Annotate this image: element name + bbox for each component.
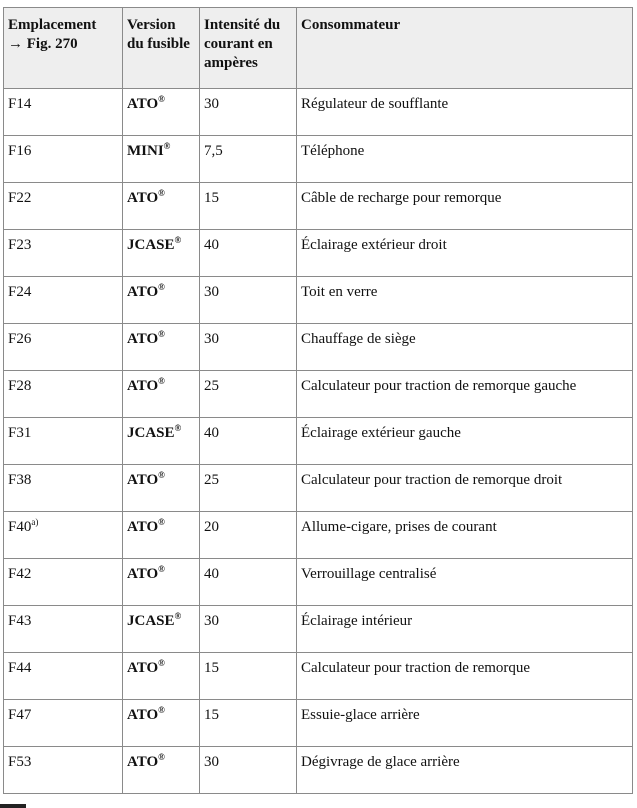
cell-version	[123, 606, 200, 653]
header-version: Version du fusible	[123, 8, 200, 89]
fuse-type: ATO	[127, 707, 159, 723]
cell-amperage: 30	[200, 606, 297, 653]
table-row	[4, 700, 633, 747]
table-row	[4, 653, 633, 700]
location-code: F16	[8, 143, 32, 159]
registered-mark: ®	[158, 470, 165, 480]
cell-consumer: Allume-cigare, prises de courant	[297, 512, 633, 559]
registered-mark: ®	[158, 376, 165, 386]
location-code: F44	[8, 660, 32, 676]
cell-consumer: Éclairage extérieur droit	[297, 230, 633, 277]
registered-mark: ®	[158, 752, 165, 762]
fuse-type: ATO	[127, 754, 159, 770]
cell-version	[123, 230, 200, 277]
cell-amperage: 40	[200, 418, 297, 465]
cell-amperage: 7,5	[200, 136, 297, 183]
registered-mark: ®	[174, 235, 182, 245]
table-row	[4, 89, 633, 136]
fuse-type: JCASE	[127, 613, 175, 629]
cell-location	[4, 559, 123, 606]
cell-amperage: 30	[200, 324, 297, 371]
header-consumer: Consommateur	[297, 8, 633, 89]
registered-mark: ®	[174, 611, 182, 621]
cell-amperage: 40	[200, 230, 297, 277]
table-row	[4, 183, 633, 230]
location-code: F28	[8, 378, 32, 394]
cell-consumer: Éclairage extérieur gauche	[297, 418, 633, 465]
header-location-figure-ref: → Fig. 270	[8, 36, 78, 52]
fuse-type: ATO	[127, 378, 159, 394]
cell-location	[4, 700, 123, 747]
location-code: F42	[8, 566, 32, 582]
fuse-type: JCASE	[127, 237, 175, 253]
cell-amperage: 30	[200, 747, 297, 794]
registered-mark: ®	[174, 423, 182, 433]
table-row	[4, 371, 633, 418]
cell-amperage: 25	[200, 371, 297, 418]
cell-version	[123, 512, 200, 559]
fuse-type: ATO	[127, 190, 159, 206]
fuse-table	[3, 7, 633, 794]
table-header-row	[4, 8, 633, 89]
cell-location	[4, 418, 123, 465]
cell-consumer: Éclairage intérieur	[297, 606, 633, 653]
cell-amperage: 15	[200, 653, 297, 700]
registered-mark: ®	[158, 188, 165, 198]
location-code: F53	[8, 754, 32, 770]
location-code: F24	[8, 284, 32, 300]
fuse-type: ATO	[127, 284, 159, 300]
table-row	[4, 277, 633, 324]
cell-location	[4, 89, 123, 136]
cell-consumer: Calculateur pour traction de remorque gauche	[297, 371, 633, 418]
cell-amperage: 15	[200, 700, 297, 747]
location-code: F14	[8, 96, 32, 112]
location-code: F23	[8, 237, 32, 253]
location-code: F22	[8, 190, 32, 206]
registered-mark: ®	[163, 141, 171, 151]
fuse-type: MINI	[127, 143, 164, 159]
table-body	[4, 89, 633, 794]
location-code: F40	[8, 519, 32, 535]
cell-version	[123, 465, 200, 512]
cell-consumer: Verrouillage centralisé	[297, 559, 633, 606]
registered-mark: ®	[158, 517, 165, 527]
table-row	[4, 606, 633, 653]
registered-mark: ®	[158, 658, 165, 668]
cell-version	[123, 653, 200, 700]
cell-location	[4, 653, 123, 700]
fuse-type: ATO	[127, 96, 159, 112]
header-location-label: Emplacement	[8, 17, 97, 33]
table-row	[4, 324, 633, 371]
cell-amperage: 30	[200, 277, 297, 324]
cell-version	[123, 371, 200, 418]
cell-version	[123, 700, 200, 747]
cell-location	[4, 230, 123, 277]
cell-amperage: 25	[200, 465, 297, 512]
registered-mark: ®	[158, 94, 165, 104]
cell-version	[123, 747, 200, 794]
fuse-type: ATO	[127, 660, 159, 676]
table-row	[4, 747, 633, 794]
fuse-type: ATO	[127, 519, 159, 535]
cell-location	[4, 747, 123, 794]
cell-location	[4, 512, 123, 559]
fuse-type: ATO	[127, 331, 159, 347]
cell-consumer: Essuie-glace arrière	[297, 700, 633, 747]
cell-amperage: 20	[200, 512, 297, 559]
location-code: F47	[8, 707, 32, 723]
cell-consumer: Téléphone	[297, 136, 633, 183]
cell-location	[4, 371, 123, 418]
cell-consumer: Dégivrage de glace arrière	[297, 747, 633, 794]
cell-consumer: Toit en verre	[297, 277, 633, 324]
cell-consumer: Câble de recharge pour remorque	[297, 183, 633, 230]
cell-version	[123, 324, 200, 371]
location-code: F38	[8, 472, 32, 488]
cell-location	[4, 277, 123, 324]
registered-mark: ®	[158, 705, 165, 715]
table-row	[4, 136, 633, 183]
footnote-marker: a)	[31, 517, 39, 527]
cell-amperage: 15	[200, 183, 297, 230]
cell-location	[4, 324, 123, 371]
cell-consumer: Calculateur pour traction de remorque droit	[297, 465, 633, 512]
table-row	[4, 512, 633, 559]
registered-mark: ®	[158, 282, 165, 292]
header-current: Intensité du courant en ampères	[200, 8, 297, 89]
cell-consumer: Régulateur de soufflante	[297, 89, 633, 136]
table-row	[4, 230, 633, 277]
cell-amperage: 30	[200, 89, 297, 136]
cell-version	[123, 136, 200, 183]
cell-version	[123, 183, 200, 230]
cell-version	[123, 89, 200, 136]
cell-version	[123, 559, 200, 606]
table-row	[4, 465, 633, 512]
fuse-type: JCASE	[127, 425, 175, 441]
page-corner-mark	[0, 804, 26, 808]
cell-location	[4, 606, 123, 653]
location-code: F43	[8, 613, 32, 629]
cell-location	[4, 183, 123, 230]
table-row	[4, 418, 633, 465]
table-row	[4, 559, 633, 606]
cell-consumer: Calculateur pour traction de remorque	[297, 653, 633, 700]
header-location	[4, 8, 123, 89]
location-code: F31	[8, 425, 32, 441]
fuse-type: ATO	[127, 472, 159, 488]
registered-mark: ®	[158, 564, 165, 574]
registered-mark: ®	[158, 329, 165, 339]
location-code: F26	[8, 331, 32, 347]
cell-consumer: Chauffage de siège	[297, 324, 633, 371]
cell-version	[123, 277, 200, 324]
cell-version	[123, 418, 200, 465]
cell-location	[4, 465, 123, 512]
fuse-type: ATO	[127, 566, 159, 582]
cell-amperage: 40	[200, 559, 297, 606]
cell-location	[4, 136, 123, 183]
